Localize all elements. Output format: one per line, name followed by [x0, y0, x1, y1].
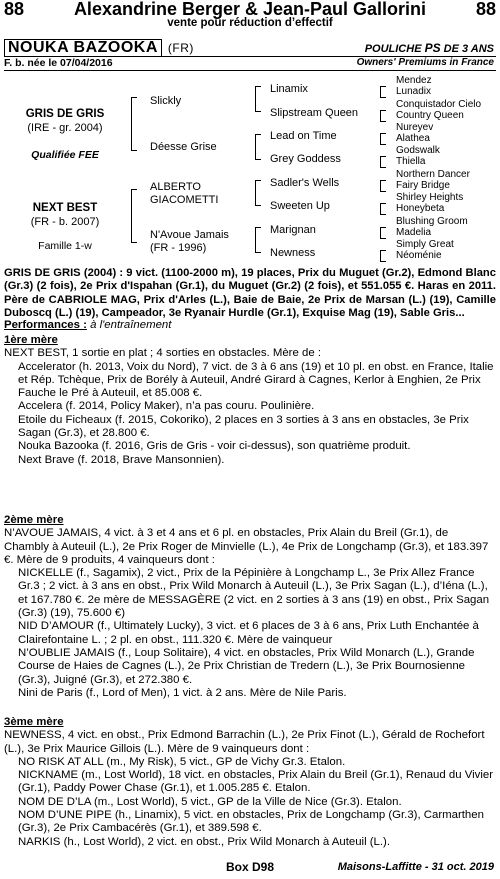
- produce-entry: Accelera (f. 2014, Policy Maker), n’a pas couru. Poulinière.: [18, 400, 315, 413]
- lot-number-left: 88: [4, 0, 25, 19]
- bracket: [131, 97, 137, 151]
- pedigree-gen3: Sadler's Wells: [270, 177, 340, 189]
- produce-entry: NO RISK AT ALL (m., My Risk), 5 vict., GP de Vichy Gr.3. Etalon.: [18, 755, 346, 768]
- pedigree-gen3: Newness: [270, 247, 316, 259]
- pedigree-gen4: Simply Great: [396, 239, 454, 250]
- second-dam-title: 2ème mère: [4, 514, 64, 526]
- pedigree-gen4: Honeybeta: [396, 203, 445, 214]
- pedigree-sire-sire: Slickly: [150, 95, 182, 107]
- bracket: [380, 110, 386, 122]
- produce-entry: NARKIS (h., Lost World), 2 vict. en obst., Prix Wild Monarch à Auteuil (L.).: [18, 835, 391, 848]
- first-dam-title: 1ère mère: [4, 334, 58, 346]
- sex-suffix: DE 3 ANS: [440, 43, 494, 55]
- bracket: [255, 134, 261, 160]
- produce-entry: NID D’AMOUR (f., Ultimately Lucky), 3 vict. et 6 places de 3 à 6 ans, Prix Luth Enchantée à Clairefontaine L. ; 2 pl. en obst., 111.320 €. Mère de vainqueur: [18, 620, 479, 646]
- pedigree-gen4: Mendez: [396, 75, 432, 86]
- bracket: [380, 227, 386, 239]
- pedigree-gen3: Slipstream Queen: [270, 107, 359, 119]
- produce-entry: NOM D’UNE PIPE (h., Linamix), 5 vict. en obstacles, Prix de Longchamp (Gr.3), Carmarthen (Gr.3), 2e Prix Cambacérès (Gr.1), et 389.598 €.: [18, 809, 484, 835]
- bracket: [380, 133, 386, 145]
- produce-entry: Etoile du Ficheaux (f. 2015, Cokoriko), 2 places en 3 sorties à 3 ans en obstacles, 3e Prix Sagan (Gr.3), et 28.800 €.: [18, 413, 469, 440]
- pedigree-gen4: Fairy Bridge: [396, 180, 450, 191]
- produce-entry: Nini de Paris (f., Lord of Men), 1 vict. à 2 ans. Mère de Nile Paris.: [18, 686, 347, 699]
- bracket: [255, 227, 261, 253]
- pedigree-sire-dam: Déesse Grise: [150, 141, 217, 153]
- performances-note: à l'entraînement: [86, 319, 172, 331]
- dam-family: Famille 1-w: [38, 240, 92, 252]
- produce-entry: Next Brave (f. 2018, Brave Mansonnien).: [18, 453, 225, 466]
- first-dam-intro: NEXT BEST, 1 sortie en plat ; 4 sorties en obstacles. Mère de :: [4, 347, 321, 360]
- lot-number-right: 88: [475, 0, 496, 19]
- pedigree-gen4: Godswalk: [396, 145, 440, 156]
- bracket: [380, 180, 386, 192]
- pedigree-gen4: Alathea: [396, 133, 430, 144]
- pedigree-gen3: Linamix: [270, 83, 308, 95]
- pedigree-gen4: Nureyev: [396, 122, 434, 133]
- horse-sex-age: [365, 41, 494, 55]
- pedigree-gen3: Grey Goddess: [270, 153, 341, 165]
- sire-name: GRIS DE GRIS: [25, 108, 105, 120]
- performances-label: Performances :: [4, 319, 87, 331]
- performances-line: [4, 319, 496, 332]
- pedigree-gen3: Sweeten Up: [270, 200, 330, 212]
- sale-place-date: Maisons-Laffitte - 31 oct. 2019: [337, 861, 494, 873]
- pedigree-gen3: Marignan: [270, 224, 316, 236]
- pedigree-gen3: Lead on Time: [270, 130, 337, 142]
- second-dam-intro: N’AVOUE JAMAIS, 4 vict. à 3 et 4 ans et 6 pl. en obstacles, Prix Alain du Breil (Gr.1), de Chambly à Auteuil (L.), 2e Prix Roger de Minvielle (L.), 4e Prix de Longchamp (Gr.3), et 183.397 €. Mère de 9 produits, 4 vainqueurs dont :: [4, 527, 489, 566]
- pedigree-gen4: Néoménie: [396, 250, 442, 261]
- pedigree-dam-sire-2: GIACOMETTI: [150, 194, 219, 206]
- produce-entry: Accelerator (h. 2013, Voix du Nord), 7 vict. de 3 à 6 ans (19) et 10 pl. en obst. en France, Italie et Rép. Tchèque, Prix de Borély à Auteuil, André Girard à Cagnes, Kerlor à Enghien, 2e Prix Fauche le Pré à Auteuil, et 85.008 €.: [18, 360, 494, 400]
- produce-entry: NICKELLE (f., Sagamix), 2 vict., Prix de la Pépinière à Longchamp L., 3e Prix Allez France Gr.3 ; 2 vict. à 3 ans en obst., Prix Wild Monarch à Auteuil (L.), 3e Prix Sagan (L.), d’Iéna (L.), et 167.780 €. 2e mère de MESSAGÈRE (2 vict. en 2 sorties à 3 ans (19) en obst., Prix Sagan (Gr.3) (19), 75.600 €): [18, 567, 490, 620]
- horse-country: (FR): [167, 41, 194, 55]
- dam-name: NEXT BEST: [32, 202, 98, 214]
- sex-prefix: POULICHE: [364, 43, 425, 55]
- bracket: [131, 189, 137, 243]
- produce-entry: NOM DE D’LA (m., Lost World), 5 vict., GP de la Ville de Nice (Gr.3). Etalon.: [18, 795, 402, 808]
- pedigree-dam-dam: N'Avoue Jamais: [150, 229, 229, 241]
- bracket: [380, 203, 386, 215]
- pedigree-gen4: Country Queen: [396, 110, 464, 121]
- divider: [4, 70, 496, 71]
- produce-entry: N’OUBLIE JAMAIS (f., Loup Solitaire), 4 vict. en obstacles, Prix Wild Monarch (L.), Grande Course de Haies de Cagnes (L.), 2e Prix Christian de Tredern (L.), 3e Prix Bournosienne (Gr.3), Juigné (Gr.3), et 272.380 €.: [18, 646, 475, 686]
- third-dam-title: 3ème mère: [4, 716, 64, 728]
- pedigree-gen4: Madelia: [396, 227, 432, 238]
- third-dam-intro: NEWNESS, 4 vict. en obst., Prix Edmond Barrachin (L.), 2e Prix Finot (L.), Gérald de Rochefort (L.), 3e Prix Maurice Gillois (L.). Mère de 9 vainqueurs dont :: [4, 729, 485, 755]
- dam-info: (FR - b. 2007): [30, 216, 100, 228]
- sire-info: (IRE - gr. 2004): [27, 122, 103, 134]
- pedigree-gen4: Blushing Groom: [396, 216, 468, 227]
- horse-name: NOUKA BAZOOKA: [4, 39, 162, 57]
- produce-entry: Nouka Bazooka (f. 2016, Gris de Gris - voir ci-dessus), son quatrième produit.: [18, 440, 411, 453]
- vendor-name: Alexandrine Berger & Jean-Paul Gallorini: [73, 0, 427, 19]
- second-dam-section: [4, 514, 496, 700]
- pedigree-gen4: Thiella: [396, 156, 426, 167]
- third-dam-section: [4, 716, 496, 849]
- sire-description: GRIS DE GRIS (2004) : 9 vict. (1100-2000 m), 19 places, Prix du Muguet (Gr.2), Edmond Blanc (Gr.3) (2 fois), 2e Prix d'Ispahan (Gr.1), du Muguet (Gr.2) (2 fois), et 551.055 €. Haras en 2011. Père de CABRIOLE MAG, Prix d'Arles (L.), Baie de Baie, 2e Prix de Marsan (L.) (19), Camille Duboscq (L.) (19), Campeador, 3e Ryanair Hurdle (Gr.1), Exquise Mag (19), Sable Gris...: [4, 267, 496, 319]
- sex-ps: PS: [424, 41, 441, 55]
- bracket: [255, 180, 261, 206]
- pedigree-gen4: Conquistador Cielo: [396, 99, 482, 110]
- produce-entry: NICKNAME (m., Lost World), 18 vict. en obstacles, Prix Alain du Breil (Gr.1), Renaud du Vivier (Gr.1), Paddy Power Chase (Gr.1), et 1.005.285 €. Etalon.: [18, 769, 494, 795]
- sale-reason: vente pour réduction d’effectif: [167, 17, 333, 29]
- horse-name-block: [4, 39, 194, 57]
- owners-premiums: Owners' Premiums in France: [356, 57, 494, 68]
- pedigree-gen4: Shirley Heights: [396, 192, 464, 203]
- sire-note: Qualifiée FEE: [31, 149, 99, 161]
- first-dam-section: [4, 334, 496, 467]
- pedigree-dam-dam-info: (FR - 1996): [150, 242, 207, 254]
- birth-info: F. b. née le 07/04/2016: [4, 57, 113, 69]
- pedigree-dam-sire: ALBERTO: [150, 181, 201, 193]
- bracket: [380, 86, 386, 98]
- bracket: [255, 86, 261, 112]
- pedigree-gen4: Lunadix: [396, 86, 432, 97]
- bracket: [380, 250, 386, 262]
- pedigree-gen4: Northern Dancer: [396, 169, 470, 180]
- box-number: Box D98: [225, 860, 275, 874]
- bracket: [380, 156, 386, 168]
